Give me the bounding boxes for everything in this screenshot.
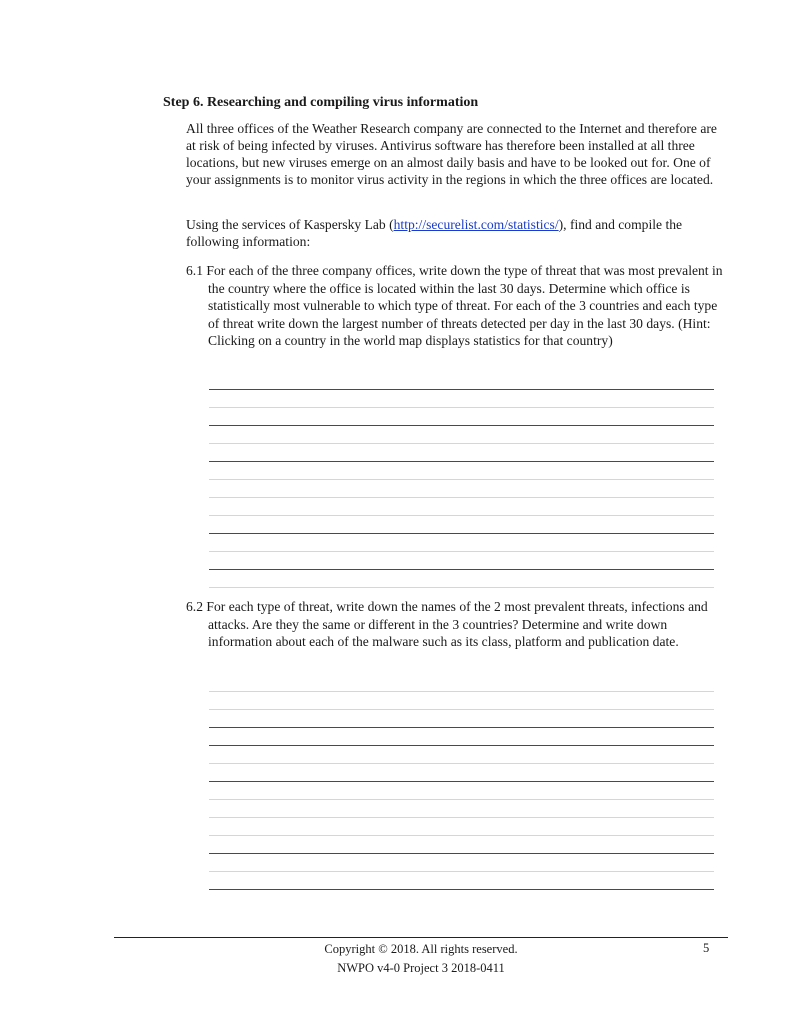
- intro-paragraph: All three offices of the Weather Research company are connected to the Internet and therefore are at risk of being infected by viruses. Antivirus software has therefore been installed at all three locations, but new viruses emerge on an almost daily basis and have to be looked out for. One of your assignments is to monitor virus activity in the regions in which the three offices are located.: [186, 121, 717, 187]
- footer-copyright: Copyright © 2018. All rights reserved.: [324, 942, 518, 956]
- answer-line[interactable]: [209, 727, 714, 728]
- answer-line[interactable]: [209, 691, 714, 692]
- answer-line[interactable]: [209, 817, 714, 818]
- answer-line[interactable]: [209, 533, 714, 534]
- answer-line[interactable]: [209, 853, 714, 854]
- answer-line[interactable]: [209, 479, 714, 480]
- answer-line[interactable]: [209, 425, 714, 426]
- answer-line[interactable]: [209, 871, 714, 872]
- page-number: 5: [703, 941, 710, 955]
- instructions-text-before: Using the services of Kaspersky Lab (: [186, 217, 394, 232]
- answer-line[interactable]: [209, 835, 714, 836]
- question-6-2-number: 6.2: [186, 599, 203, 614]
- instructions-text-after: ), find and compile the following information:: [186, 217, 683, 249]
- footer-divider: [114, 937, 728, 938]
- section-heading: Step 6. Researching and compiling virus information: [163, 95, 479, 110]
- answer-line[interactable]: [209, 461, 714, 462]
- answer-line[interactable]: [209, 551, 714, 552]
- question-6-2-body: For each type of threat, write down the names of the 2 most prevalent threats, infections and attacks. Are they the same or different in the 3 countries? Determine and write down information about each of the malware such as its class, platform and publication date.: [206, 599, 708, 649]
- answer-line[interactable]: [209, 497, 714, 498]
- question-6-1-number: 6.1: [186, 263, 203, 278]
- footer-doc-id: NWPO v4-0 Project 3 2018-0411: [337, 961, 505, 975]
- answer-line[interactable]: [209, 709, 714, 710]
- question-6-2: [186, 598, 726, 651]
- answer-line[interactable]: [209, 407, 714, 408]
- answer-line[interactable]: [209, 569, 714, 570]
- question-6-1-text: [186, 262, 726, 350]
- answer-line[interactable]: [209, 745, 714, 746]
- securelist-link[interactable]: http://securelist.com/statistics/: [393, 217, 559, 232]
- answer-line[interactable]: [209, 799, 714, 800]
- instructions-paragraph: [186, 216, 721, 250]
- answer-line[interactable]: [209, 763, 714, 764]
- answer-line[interactable]: [209, 443, 714, 444]
- answer-line[interactable]: [209, 781, 714, 782]
- question-6-1: [186, 262, 726, 350]
- question-6-1-body: For each of the three company offices, write down the type of threat that was most prevalent in the country where the office is located within the last 30 days. Determine which office is statistically most vulnerable to which type of threat. For each of the 3 countries and each type of threat write down the largest number of threats detected per day in the last 30 days. (Hint: Clicking on a country in the world map displays statistics for that country): [206, 263, 723, 348]
- answer-line[interactable]: [209, 515, 714, 516]
- answer-line[interactable]: [209, 389, 714, 390]
- answer-line[interactable]: [209, 889, 714, 890]
- answer-line[interactable]: [209, 587, 714, 588]
- question-6-2-text: [186, 598, 726, 651]
